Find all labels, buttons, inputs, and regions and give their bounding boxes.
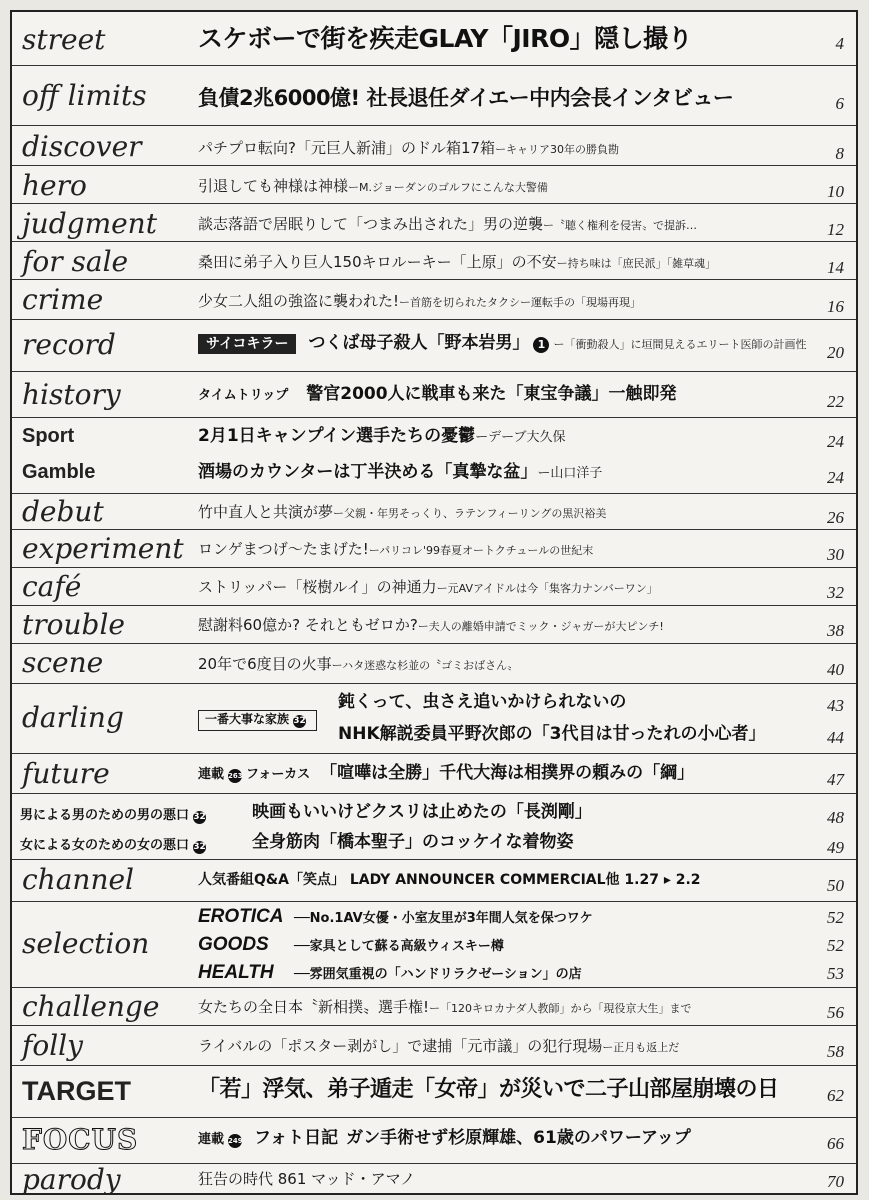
article-title: 竹中直人と共演が夢 (198, 503, 334, 521)
article-title: 桑田に弟子入り巨人150キロルーキー「上原」の不安 (198, 253, 557, 271)
article-title: 狂告の時代 861 マッド・アマノ (198, 1170, 416, 1188)
series-number-badge: 32 (293, 716, 306, 726)
article-subtitle: ー「衝動殺人」に垣間見えるエリート医師の計画性 (553, 338, 807, 351)
toc-row-target[interactable] (12, 1066, 856, 1118)
page-number: 38 (827, 621, 844, 640)
page-number: 50 (827, 876, 844, 895)
article-title: ロンゲまつげ〜たまげた! (198, 540, 369, 558)
women-section-label: 女による女のための女の悪口 (20, 838, 190, 853)
toc-row-focus[interactable] (12, 1118, 856, 1164)
toc-row-forsale[interactable] (12, 242, 856, 280)
erotica-title: ──No.1AV女優・小室友里が3年間人気を保つワケ (294, 911, 593, 926)
part-number-badge: 1 (533, 337, 549, 353)
page-number: 22 (827, 392, 844, 411)
page-number: 8 (835, 144, 844, 163)
section-label: trouble (22, 608, 125, 641)
article-subtitle: ー〝聴く権利を侵害〟で提訴… (543, 219, 698, 232)
gamble-page-number: 24 (827, 468, 844, 487)
toc-row-history[interactable] (12, 372, 856, 418)
serial-number-badge: 263 (228, 769, 242, 783)
section-label: discover (22, 130, 142, 163)
section-label-sport: Sport (22, 425, 75, 447)
article-subtitle: ー持ち味は「庶民派」「雑草魂」 (556, 257, 717, 270)
toc-row-trouble[interactable] (12, 606, 856, 644)
article-title: 女たちの全日本〝新相撲〟選手権! (198, 998, 430, 1016)
article-subtitle: ー夫人の離婚申請でミック・ジャガーが大ピンチ! (417, 620, 664, 633)
toc-row-scene[interactable] (12, 644, 856, 684)
section-label: crime (22, 283, 104, 316)
page-number: 20 (827, 343, 844, 362)
article-title: 20年で6度目の火事 (198, 655, 332, 673)
section-label: parody (22, 1163, 121, 1196)
section-label: TARGET (22, 1076, 131, 1106)
page-number: 16 (827, 297, 844, 316)
men-page-number: 48 (827, 808, 844, 827)
focus-logo: FOCUS (22, 1123, 139, 1156)
goods-label: GOODS (198, 934, 269, 955)
photo-diary-label: フォト日記 (254, 1128, 339, 1148)
toc-row-parody[interactable] (12, 1164, 856, 1195)
article-subtitle: ーM.ジョーダンのゴルフにこんな大警備 (348, 181, 548, 194)
article-subtitle: ー首筋を切られたタクシー運転手の「現場再現」 (399, 296, 642, 309)
toc-row-selection[interactable] (12, 902, 856, 988)
section-label: scene (22, 646, 104, 679)
men-article-title: 映画もいいけどクスリは止めたの「長渕剛」 (252, 802, 592, 822)
toc-row-cafe[interactable] (12, 568, 856, 606)
serial-label: 連載 (198, 1132, 225, 1147)
toc-row-sport-gamble[interactable] (12, 418, 856, 494)
gamble-author: ー山口洋子 (537, 466, 603, 481)
section-label: history (22, 378, 121, 411)
article-title: 談志落語で居眠りして「つまみ出された」男の逆襲 (198, 215, 544, 233)
toc-row-record[interactable] (12, 320, 856, 372)
toc-row-street[interactable] (12, 12, 856, 66)
article-title: 少女二人組の強盗に襲われた! (198, 292, 400, 310)
article-subtitle: ー「120キロカナダ人教師」から「現役京大生」まで (429, 1002, 692, 1015)
section-label: debut (22, 495, 104, 528)
section-label: experiment (22, 532, 184, 565)
toc-row-experiment[interactable] (12, 530, 856, 568)
article-title: 警官2000人に戦車も来た「東宝争議」一触即発 (306, 384, 677, 404)
section-label: darling (22, 701, 124, 734)
darling-line-1: 鈍くって、虫さえ追いかけられないの (338, 692, 627, 712)
page-number: 70 (827, 1172, 844, 1191)
article-subtitle: ーキャリア30年の勝負勘 (495, 143, 620, 156)
toc-row-darling[interactable] (12, 684, 856, 754)
article-subtitle: ーハタ迷惑な杉並の〝ゴミおばさん〟 (331, 659, 519, 672)
article-title: 人気番組Q&A「笑点」 LADY ANNOUNCER COMMERCIAL他 1.27 ▸ 2.2 (198, 872, 701, 888)
toc-row-folly[interactable] (12, 1026, 856, 1066)
page-number-2: 44 (827, 728, 844, 747)
men-section-label: 男による男のための男の悪口 (20, 808, 190, 823)
page-number-1: 43 (827, 696, 844, 715)
gamble-title: 酒場のカウンターは丁半決める「真摯な盆」 (198, 462, 538, 482)
toc-row-offlimits[interactable] (12, 66, 856, 126)
page-number: 66 (827, 1134, 844, 1153)
section-label: café (22, 570, 82, 603)
page-number: 26 (827, 508, 844, 527)
toc-row-crime[interactable] (12, 280, 856, 320)
page-number: 30 (827, 545, 844, 564)
page-number: 14 (827, 258, 844, 277)
toc-row-challenge[interactable] (12, 988, 856, 1026)
article-title: ガン手術せず杉原輝雄、61歳のパワーアップ (346, 1128, 691, 1148)
article-subtitle: ー父親・年男そっくり、ラテンフィーリングの黒沢裕美 (333, 507, 607, 520)
women-page-number: 49 (827, 838, 844, 857)
article-subtitle: ー正月も返上だ (602, 1041, 680, 1054)
erotica-label: EROTICA (198, 906, 284, 927)
health-page-number: 53 (827, 964, 844, 983)
darling-line-2: NHK解説委員平野次郎の「3代目は甘ったれの小心者」 (338, 724, 766, 744)
toc-row-hero[interactable] (12, 166, 856, 204)
page-number: 56 (827, 1003, 844, 1022)
goods-page-number: 52 (827, 936, 844, 955)
focus-label: フォーカス (246, 767, 311, 782)
page-number: 58 (827, 1042, 844, 1061)
serial-label: 連載 (198, 767, 225, 782)
article-title: ライバルの「ポスター剥がし」で逮捕「元市議」の犯行現場 (198, 1037, 603, 1055)
page-number: 32 (827, 583, 844, 602)
section-label-gamble: Gamble (22, 461, 96, 483)
section-label: folly (22, 1029, 83, 1062)
toc-row-discover[interactable] (12, 126, 856, 166)
toc-row-channel[interactable] (12, 860, 856, 902)
article-title: スケボーで街を疾走GLAY「JIRO」隠し撮り (198, 24, 693, 53)
erotica-page-number: 52 (827, 908, 844, 927)
series-tag: サイコキラー (198, 334, 296, 354)
section-label: challenge (22, 990, 160, 1023)
page-number: 12 (827, 220, 844, 239)
article-subtitle: ー元AVアイドルは今「集客力ナンバーワン」 (436, 582, 658, 595)
men-number-badge: 32 (193, 812, 206, 822)
health-label: HEALTH (198, 962, 274, 983)
toc-row-judgment[interactable] (12, 204, 856, 242)
page-number: 62 (827, 1086, 844, 1105)
article-lead: タイムトリップ (198, 388, 289, 403)
serial-number-badge: 249 (228, 1134, 242, 1148)
section-label: future (22, 757, 110, 790)
page-number: 10 (827, 182, 844, 201)
section-label: off limits (22, 79, 147, 112)
women-number-badge: 32 (193, 842, 206, 852)
page-number: 4 (835, 34, 844, 53)
page-number: 40 (827, 660, 844, 679)
sport-page-number: 24 (827, 432, 844, 451)
article-title: 負債2兆6000億! 社長退任ダイエー中内会長インタビュー (198, 86, 734, 110)
section-label: record (22, 328, 116, 361)
section-label: street (22, 23, 106, 56)
toc-row-future[interactable] (12, 754, 856, 794)
section-label: judgment (22, 207, 157, 240)
section-label: channel (22, 863, 134, 896)
goods-title: ──家具として蘇る高級ウィスキー樽 (294, 939, 504, 954)
page-number: 6 (835, 94, 844, 113)
section-label: hero (22, 169, 87, 202)
page-number: 47 (827, 770, 844, 789)
article-title: 引退しても神様は神様 (198, 177, 349, 195)
sport-title: 2月1日キャンプイン選手たちの憂鬱 (198, 426, 476, 446)
article-title: ストリッパー「桜樹ルイ」の神通力 (198, 578, 437, 596)
article-title: 慰謝料60億か? それともゼロか? (198, 616, 418, 634)
sport-author: ーデーブ大久保 (475, 430, 566, 445)
article-subtitle: ーパリコレ'99春夏オートクチュールの世紀末 (368, 544, 594, 557)
article-title: つくば母子殺人「野本岩男」 (308, 333, 530, 353)
health-title: ──雰囲気重視の「ハンドリラクゼーション」の店 (294, 967, 582, 982)
section-label: selection (22, 927, 150, 960)
article-title: パチプロ転向?「元巨人新浦」のドル箱17箱 (198, 139, 496, 157)
article-title: 「若」浮気、弟子遁走「女帝」が災いで二子山部屋崩壊の日 (198, 1077, 779, 1102)
women-article-title: 全身筋肉「橋本聖子」のコッケイな着物姿 (252, 832, 574, 852)
article-title: 「喧嘩は全勝」千代大海は相撲界の頼みの「綱」 (320, 763, 695, 783)
section-label: for sale (22, 245, 129, 278)
series-tag: 一番大事な家族 32 (198, 710, 317, 731)
table-of-contents (10, 10, 858, 1195)
toc-row-insults[interactable] (12, 794, 856, 860)
toc-row-debut[interactable] (12, 494, 856, 530)
